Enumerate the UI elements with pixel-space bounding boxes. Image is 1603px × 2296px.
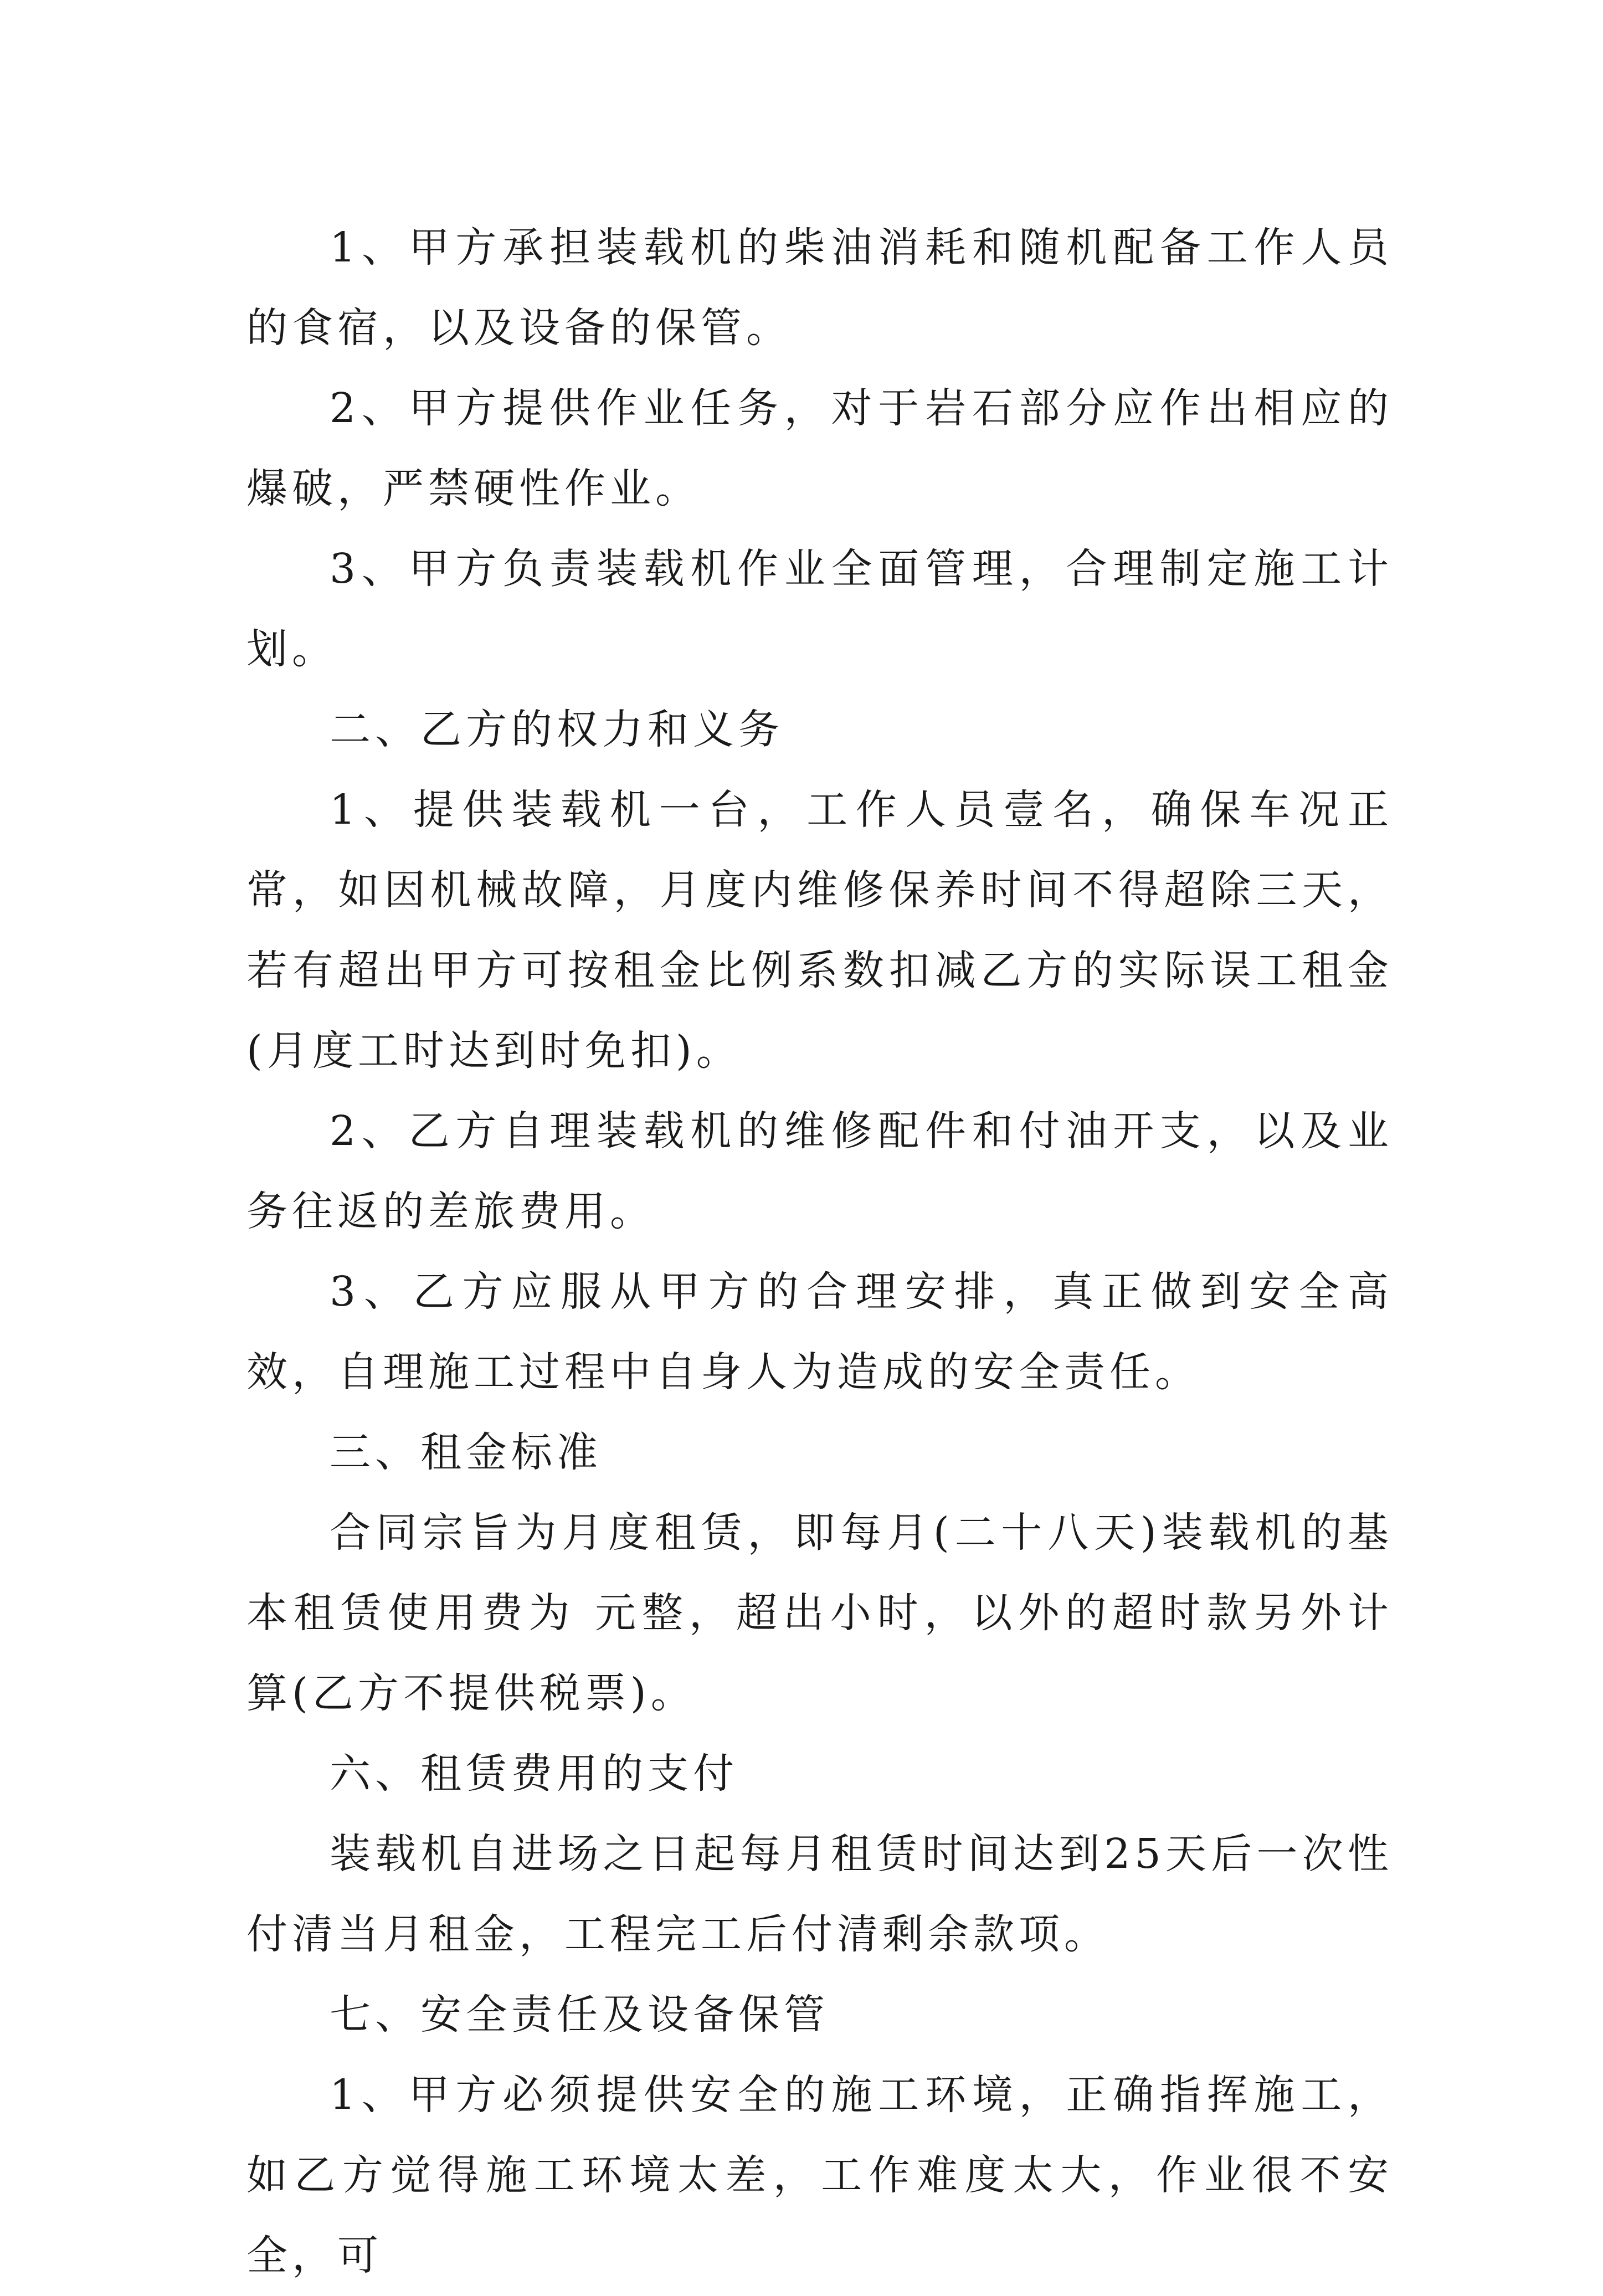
section-heading-party-b-rights: 二、乙方的权力和义务	[330, 706, 784, 753]
section-heading-rent-standard: 三、租金标准	[330, 1429, 602, 1476]
paragraph-party-b-duty-2: 2、乙方自理装载机的维修配件和付油开支，以及业务往返的差旅费用。	[246, 1107, 1393, 1235]
paragraph-payment: 装载机自进场之日起每月租赁时间达到25天后一次性付清当月租金，工程完工后付清剩余款项。	[246, 1830, 1393, 1958]
paragraph-party-b-duty-3: 3、乙方应服从甲方的合理安排，真正做到安全高效，自理施工过程中自身人为造成的安全责任。	[246, 1268, 1393, 1396]
document-body	[246, 208, 1393, 2296]
paragraph-party-a-duty-1: 1、甲方承担装载机的柴油消耗和随机配备工作人员的食宿，以及设备的保管。	[246, 224, 1393, 352]
paragraph-rent-standard: 合同宗旨为月度租赁，即每月(二十八天)装载机的基本租赁使用费为 元整，超出小时，以外的超时款另外计算(乙方不提供税票)。	[246, 1509, 1393, 1717]
section-heading-safety: 七、安全责任及设备保管	[330, 1991, 829, 2038]
paragraph-party-b-duty-1: 1、提供装载机一台，工作人员壹名，确保车况正常，如因机械故障，月度内维修保养时间不得超除三天，若有超出甲方可按租金比例系数扣减乙方的实际误工租金(月度工时达到时免扣)。	[246, 786, 1393, 1075]
paragraph-safety-1: 1、甲方必须提供安全的施工环境，正确指挥施工，如乙方觉得施工环境太差，工作难度太大，作业很不安全，可	[246, 2071, 1393, 2279]
paragraph-party-a-duty-2: 2、甲方提供作业任务，对于岩石部分应作出相应的爆破，严禁硬性作业。	[246, 384, 1393, 512]
paragraph-party-a-duty-3: 3、甲方负责装载机作业全面管理，合理制定施工计划。	[246, 545, 1393, 673]
section-heading-payment: 六、租赁费用的支付	[330, 1750, 738, 1797]
